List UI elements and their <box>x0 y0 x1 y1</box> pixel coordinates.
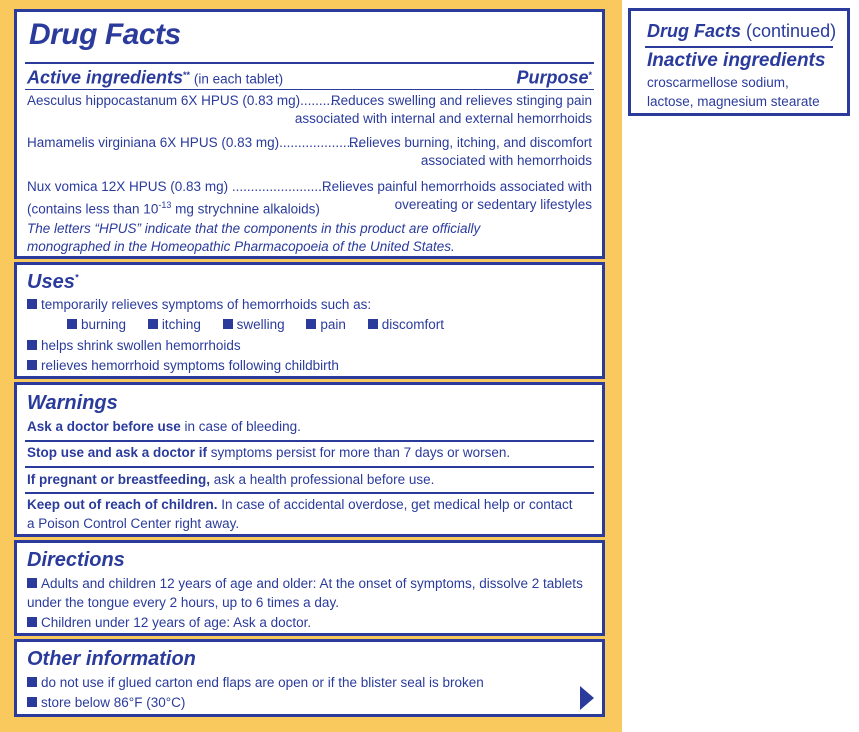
active-note: (in each tablet) <box>193 71 284 87</box>
ingredient-2-name: Hamamelis virginiana 6X HPUS (0.83 mg)...................... <box>27 135 362 150</box>
warning-1-bold: Ask a doctor before use <box>27 419 181 434</box>
bullet-icon <box>148 319 158 329</box>
symptoms-row <box>67 316 444 334</box>
bullet-icon <box>27 578 37 588</box>
continued-title-row <box>647 21 836 42</box>
symptom-swelling: swelling <box>236 317 285 332</box>
warning-4 <box>27 496 573 514</box>
ingredient-1-name: Aesculus hippocastanum 6X HPUS (0.83 mg)........... <box>27 93 342 108</box>
symptom-pain: pain <box>320 317 346 332</box>
continued-title: Drug Facts <box>647 21 742 41</box>
warning-4-bold: Keep out of reach of children. <box>27 497 218 512</box>
bullet-icon <box>306 319 316 329</box>
direction-2 <box>27 614 311 632</box>
warning-2-bold: Stop use and ask a doctor if <box>27 445 208 460</box>
divider <box>25 492 594 494</box>
symptom-itching: itching <box>161 317 201 332</box>
uses-item-3-text: relieves hemorrhoid symptoms following childbirth <box>41 358 339 373</box>
direction-1-text: Adults and children 12 years of age and older: At the onset of symptoms, dissolve 2 tablets <box>41 576 583 591</box>
uses-heading: Uses <box>27 271 75 293</box>
purpose-heading-row <box>516 66 592 89</box>
bullet-icon <box>67 319 77 329</box>
divider <box>25 89 594 90</box>
direction-1-cont: under the tongue every 2 hours, up to 6 times a day. <box>27 595 339 610</box>
warning-2 <box>27 444 510 462</box>
continue-arrow-icon <box>580 686 594 710</box>
bullet-icon <box>27 299 37 309</box>
warning-3-bold: If pregnant or breastfeeding, <box>27 472 211 487</box>
uses-heading-row <box>27 271 78 294</box>
active-heading-row <box>27 66 283 89</box>
divider <box>25 440 594 442</box>
divider <box>25 62 594 64</box>
other-info-2-text: store below 86°F (30°C) <box>41 695 186 710</box>
bullet-icon <box>368 319 378 329</box>
continued-panel <box>628 8 850 116</box>
active-heading-sup: ** <box>183 70 191 80</box>
direction-1 <box>27 575 583 593</box>
warning-4-cont: a Poison Control Center right away. <box>27 516 240 531</box>
ingredient-3-note <box>27 196 320 219</box>
ingredient-1-purpose-cont: associated with internal and external hemorrhoids <box>294 111 592 126</box>
ingredient-3-note-a: (contains less than 10 <box>27 201 159 217</box>
directions-heading: Directions <box>27 549 125 571</box>
ingredient-3-name: Nux vomica 12X HPUS (0.83 mg) .......................... <box>27 179 330 194</box>
active-heading: Active ingredients <box>27 67 184 88</box>
uses-item-2 <box>27 337 241 355</box>
other-info-heading: Other information <box>27 648 196 670</box>
warnings-section <box>14 382 605 537</box>
continued-suffix: (continued) <box>741 21 837 41</box>
hpus-note-1: The letters “HPUS” indicate that the components in this product are officially <box>27 221 481 236</box>
directions-section <box>14 540 605 636</box>
other-info-1 <box>27 674 484 692</box>
divider <box>645 46 833 48</box>
ingredient-3-note-b: mg strychnine alkaloids) <box>171 201 320 217</box>
inactive-line-2: lactose, magnesium stearate <box>647 94 820 109</box>
warning-4-text: In case of accidental overdose, get medical help or contact <box>217 497 573 512</box>
bullet-icon <box>27 697 37 707</box>
bullet-icon <box>27 360 37 370</box>
direction-2-text: Children under 12 years of age: Ask a doctor. <box>41 615 312 630</box>
inactive-heading: Inactive ingredients <box>647 50 826 71</box>
other-info-1-text: do not use if glued carton end flaps are open or if the blister seal is broken <box>41 675 484 690</box>
ingredient-2-purpose: Relieves burning, itching, and discomfort <box>348 135 592 150</box>
warning-1-text: in case of bleeding. <box>180 419 301 434</box>
uses-item-3 <box>27 357 339 375</box>
drug-facts-title: Drug Facts <box>29 18 181 51</box>
inactive-line-1: croscarmellose sodium, <box>647 75 789 90</box>
warning-2-text: symptoms persist for more than 7 days or worsen. <box>207 445 511 460</box>
uses-item-1 <box>27 296 371 314</box>
ingredient-2-purpose-cont: associated with hemorrhoids <box>420 153 592 168</box>
purpose-sup: * <box>588 70 592 80</box>
warnings-heading: Warnings <box>27 392 118 414</box>
bullet-icon <box>27 340 37 350</box>
purpose-heading: Purpose <box>516 67 589 88</box>
uses-item-2-text: helps shrink swollen hemorrhoids <box>41 338 241 353</box>
ingredient-3-purpose: Relieves painful hemorrhoids associated with <box>321 179 592 194</box>
ingredient-3-note-sup: -13 <box>158 200 172 210</box>
active-ingredients-section <box>14 9 605 259</box>
divider <box>25 466 594 468</box>
uses-heading-sup: * <box>74 272 79 283</box>
bullet-icon <box>27 617 37 627</box>
uses-item-1-text: temporarily relieves symptoms of hemorrhoids such as: <box>41 297 372 312</box>
other-info-2 <box>27 694 185 712</box>
symptom-burning: burning <box>81 317 127 332</box>
symptom-discomfort: discomfort <box>381 317 444 332</box>
hpus-note-2: monographed in the Homeopathic Pharmacopoeia of the United States. <box>27 239 455 254</box>
ingredient-3-purpose-cont: overeating or sedentary lifestyles <box>394 197 592 212</box>
warning-3 <box>27 471 434 489</box>
warning-1 <box>27 418 301 436</box>
bullet-icon <box>27 677 37 687</box>
warning-3-text: ask a health professional before use. <box>210 472 435 487</box>
uses-section <box>14 262 605 379</box>
bullet-icon <box>223 319 233 329</box>
other-info-section <box>14 639 605 717</box>
ingredient-1-purpose: Reduces swelling and relieves stinging pain <box>330 93 592 108</box>
